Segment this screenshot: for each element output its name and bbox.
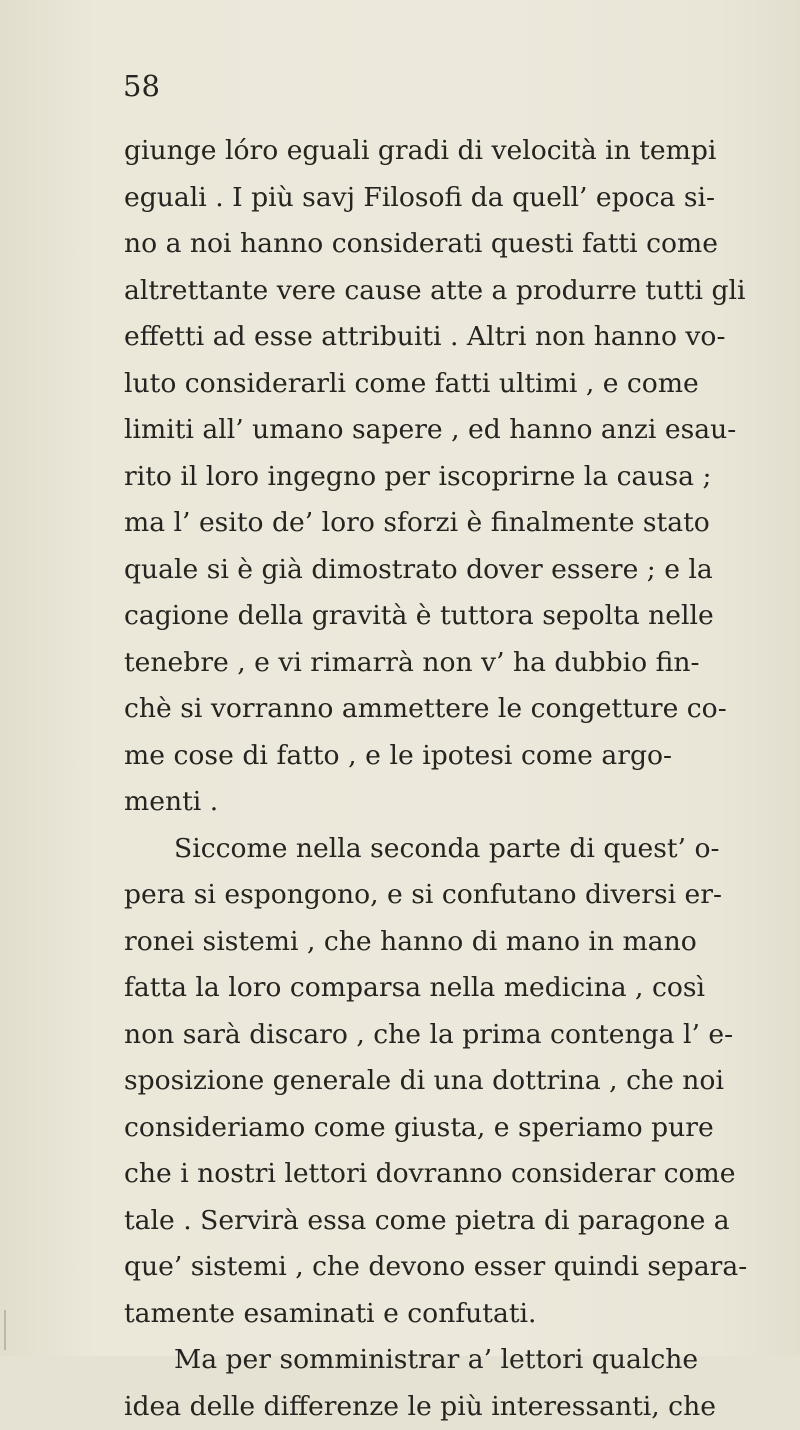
text-line: rito il loro ingegno per iscoprirne la causa ;: [124, 454, 672, 501]
text-line: que’ sistemi , che devono esser quindi separa-: [124, 1244, 672, 1291]
text-line: Siccome nella seconda parte di quest’ o-: [124, 826, 672, 873]
text-line: pera si espongono, e si confutano diversi er-: [124, 872, 672, 919]
text-line: consideriamo come giusta, e speriamo pure: [124, 1105, 672, 1152]
text-line: che i nostri lettori dovranno considerar come: [124, 1151, 672, 1198]
body-text: [124, 128, 672, 1430]
text-line: idea delle differenze le più interessanti, che: [124, 1384, 672, 1430]
page-edge-mark: [4, 1310, 6, 1350]
text-line: chè si vorranno ammettere le congetture co-: [124, 686, 672, 733]
text-line: menti .: [124, 779, 672, 826]
text-line: ronei sistemi , che hanno di mano in mano: [124, 919, 672, 966]
text-line: quale si è già dimostrato dover essere ; e la: [124, 547, 672, 594]
text-line: effetti ad esse attribuiti . Altri non hanno vo-: [124, 314, 672, 361]
text-line: Ma per somministrar a’ lettori qualche: [124, 1337, 672, 1384]
page-number: 58: [123, 68, 160, 104]
text-line: non sarà discaro , che la prima contenga l’ e-: [124, 1012, 672, 1059]
text-line: fatta la loro comparsa nella medicina , così: [124, 965, 672, 1012]
text-line: ma l’ esito de’ loro sforzi è finalmente stato: [124, 500, 672, 547]
text-line: altrettante vere cause atte a produrre tutti gli: [124, 268, 672, 315]
text-line: no a noi hanno considerati questi fatti come: [124, 221, 672, 268]
text-line: tenebre , e vi rimarrà non v’ ha dubbio fin-: [124, 640, 672, 687]
text-line: me cose di fatto , e le ipotesi come argo-: [124, 733, 672, 780]
text-line: tale . Servirà essa come pietra di paragone a: [124, 1198, 672, 1245]
text-line: tamente esaminati e confutati.: [124, 1291, 672, 1338]
text-line: sposizione generale di una dottrina , che noi: [124, 1058, 672, 1105]
text-line: giunge lóro eguali gradi di velocità in tempi: [124, 128, 672, 175]
text-line: limiti all’ umano sapere , ed hanno anzi esau-: [124, 407, 672, 454]
text-line: eguali . I più savj Filosofi da quell’ epoca si-: [124, 175, 672, 222]
text-line: luto considerarli come fatti ultimi , e come: [124, 361, 672, 408]
text-line: cagione della gravità è tuttora sepolta nelle: [124, 593, 672, 640]
